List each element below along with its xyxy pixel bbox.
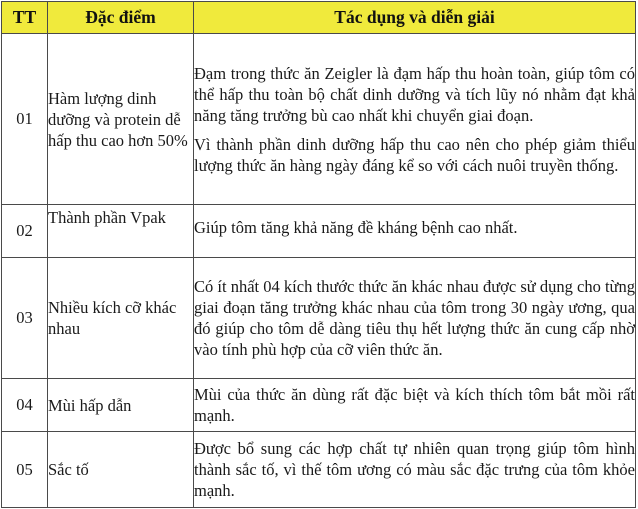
header-effect: Tác dụng và diễn giải: [194, 2, 636, 34]
feature-cell: Hàm lượng dinh dưỡng và protein dễ hấp thu cao hơn 50%: [48, 34, 194, 205]
header-feature: Đặc điểm: [48, 2, 194, 34]
effect-cell: [194, 379, 636, 432]
effect-paragraph: Được bổ sung các hợp chất tự nhiên quan trọng giúp tôm hình thành sắc tố, vì thế tôm ương có màu sắc đặc trưng của tôm khỏe mạnh.: [194, 439, 635, 500]
table-row: [2, 379, 636, 432]
effect-paragraph: Mùi của thức ăn dùng rất đặc biệt và kích thích tôm bắt mồi rất mạnh.: [194, 385, 635, 425]
header-tt: TT: [2, 2, 48, 34]
table-row: [2, 432, 636, 508]
feature-cell: Thành phần Vpak: [48, 205, 194, 258]
effect-paragraph: Đạm trong thức ăn Zeigler là đạm hấp thu hoàn toàn, giúp tôm có thể hấp thu toàn bộ chất dinh dưỡng và tích lũy nó nhằm đạt khả năng tăng trưởng bù cao nhất khi chuyển giai đoạn.: [194, 63, 635, 125]
table-row: [2, 258, 636, 379]
feature-cell: Mùi hấp dẫn: [48, 379, 194, 432]
effect-paragraph: Có ít nhất 04 kích thước thức ăn khác nhau được sử dụng cho từng giai đoạn tăng trưởng khác nhau của tôm trong 30 ngày ương, qua đó giúp cho tôm dễ dàng tiêu thụ hết lượng thức ăn cung cấp nhờ vào tính phù hợp của cỡ viên thức ăn.: [194, 277, 635, 359]
feature-table: [1, 1, 636, 508]
row-number: 05: [2, 432, 48, 508]
row-number: 04: [2, 379, 48, 432]
row-number: 02: [2, 205, 48, 258]
effect-cell: [194, 34, 636, 205]
table-row: [2, 34, 636, 205]
effect-paragraph: Giúp tôm tăng khả năng đề kháng bệnh cao nhất.: [194, 218, 518, 237]
effect-cell: [194, 205, 636, 258]
effect-cell: [194, 258, 636, 379]
row-number: 03: [2, 258, 48, 379]
feature-cell: Nhiều kích cỡ khác nhau: [48, 258, 194, 379]
table-header-row: [2, 2, 636, 34]
table-row: [2, 205, 636, 258]
feature-cell: Sắc tố: [48, 432, 194, 508]
effect-cell: [194, 432, 636, 508]
row-number: 01: [2, 34, 48, 205]
effect-paragraph: Vì thành phần dinh dưỡng hấp thu cao nên cho phép giảm thiểu lượng thức ăn hàng ngày đáng kể so với cách nuôi truyền thống.: [194, 134, 635, 175]
